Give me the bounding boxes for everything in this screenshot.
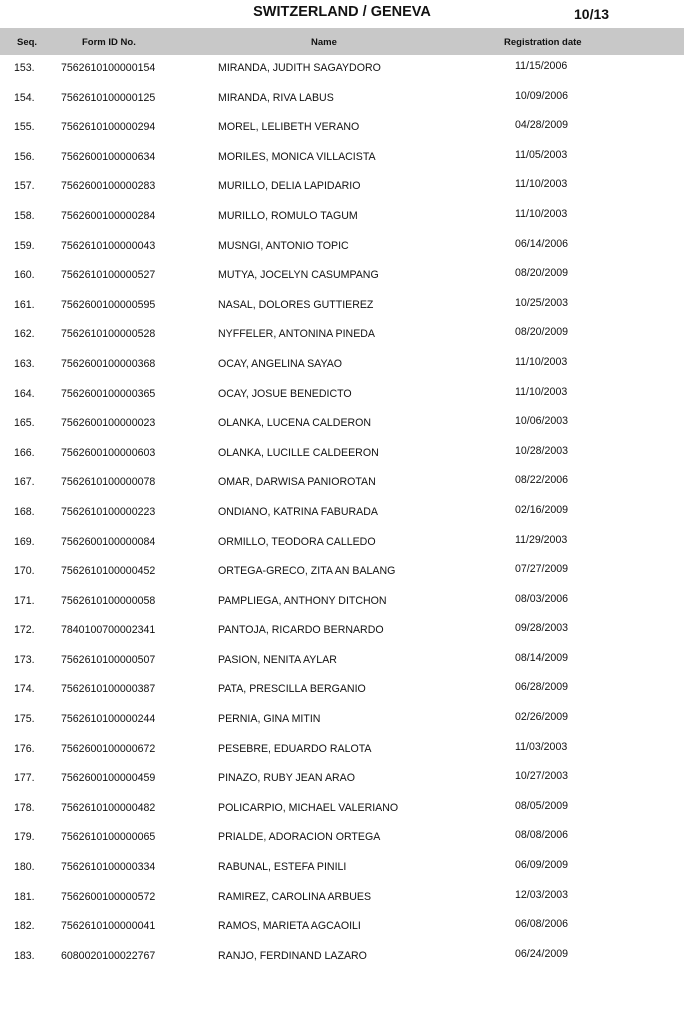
name-cell: PASION, NENITA AYLAR <box>218 653 337 666</box>
seq-cell: 174. <box>14 683 35 696</box>
name-cell: OLANKA, LUCILLE CALDEERON <box>218 446 379 459</box>
name-cell: MORILES, MONICA VILLACISTA <box>218 150 376 163</box>
registration-date-cell: 08/20/2009 <box>515 326 569 339</box>
name-cell: RANJO, FERDINAND LAZARO <box>218 949 367 962</box>
registration-date-cell: 11/15/2006 <box>515 60 568 72</box>
name-cell: MURILLO, DELIA LAPIDARIO <box>218 180 361 193</box>
seq-cell: 166. <box>14 446 35 459</box>
registration-date-cell: 08/22/2006 <box>515 474 569 487</box>
registration-date-cell: 06/28/2009 <box>515 681 569 694</box>
form-id-cell: 7562610100000154 <box>61 62 156 74</box>
registration-date-cell: 11/29/2003 <box>515 533 568 546</box>
seq-cell: 156. <box>14 150 35 163</box>
form-id-cell: 7562600100000368 <box>61 357 156 370</box>
column-header-form-id: Form ID No. <box>82 37 136 48</box>
registration-date-cell: 06/09/2009 <box>515 859 569 872</box>
seq-cell: 155. <box>14 121 35 134</box>
table-header <box>0 28 684 55</box>
table-row <box>0 852 684 882</box>
registration-date-cell: 11/10/2003 <box>515 355 568 368</box>
name-cell: PRIALDE, ADORACION ORTEGA <box>218 831 381 844</box>
name-cell: MURILLO, ROMULO TAGUM <box>218 209 358 222</box>
table-row <box>0 822 684 852</box>
form-id-cell: 7562610100000041 <box>61 920 156 933</box>
registration-date-cell: 12/03/2003 <box>515 888 569 901</box>
seq-cell: 164. <box>14 387 35 400</box>
table-row <box>0 704 684 734</box>
column-header-name: Name <box>311 37 337 48</box>
table-row <box>0 349 684 379</box>
form-id-cell: 7562610100000244 <box>61 713 156 726</box>
name-cell: ONDIANO, KATRINA FABURADA <box>218 505 378 518</box>
page-number: 10/13 <box>574 6 610 22</box>
seq-cell: 180. <box>14 861 35 874</box>
seq-cell: 169. <box>14 535 35 548</box>
name-cell: RABUNAL, ESTEFA PINILI <box>218 861 347 874</box>
seq-cell: 159. <box>14 239 35 252</box>
table-row <box>0 941 684 971</box>
form-id-cell: 7562610100000507 <box>61 653 156 666</box>
form-id-cell: 7562600100000283 <box>61 180 156 193</box>
seq-cell: 167. <box>14 476 35 489</box>
form-id-cell: 7562610100000482 <box>61 801 156 814</box>
form-id-cell: 7562610100000058 <box>61 594 156 607</box>
table-row <box>0 260 684 290</box>
table-row <box>0 290 684 320</box>
table-row <box>0 911 684 941</box>
name-cell: RAMOS, MARIETA AGCAOILI <box>218 920 361 933</box>
table-row <box>0 142 684 172</box>
form-id-cell: 7562600100000672 <box>61 742 156 755</box>
form-id-cell: 7562600100000023 <box>61 417 156 430</box>
seq-cell: 177. <box>14 772 35 785</box>
seq-cell: 179. <box>14 831 35 844</box>
registration-date-cell: 11/10/2003 <box>515 385 568 398</box>
table-row <box>0 882 684 912</box>
name-cell: PINAZO, RUBY JEAN ARAO <box>218 772 355 785</box>
seq-cell: 175. <box>14 713 35 726</box>
seq-cell: 171. <box>14 594 35 607</box>
form-id-cell: 7562600100000459 <box>61 772 156 785</box>
registration-date-cell: 02/16/2009 <box>515 503 569 516</box>
table-row <box>0 586 684 616</box>
name-cell: MIRANDA, RIVA LABUS <box>218 91 334 104</box>
form-id-cell: 7562600100000572 <box>61 890 156 903</box>
table-row <box>0 467 684 497</box>
column-header-seq: Seq. <box>17 37 38 48</box>
registration-date-cell: 11/10/2003 <box>515 178 568 191</box>
seq-cell: 168. <box>14 505 35 518</box>
table-row <box>0 556 684 586</box>
form-id-cell: 6080020100022767 <box>61 949 156 962</box>
table-row <box>0 763 684 793</box>
table-row <box>0 438 684 468</box>
form-id-cell: 7562610100000078 <box>61 476 156 489</box>
seq-cell: 176. <box>14 742 35 755</box>
name-cell: MOREL, LELIBETH VERANO <box>218 121 360 134</box>
form-id-cell: 7562610100000223 <box>61 505 156 518</box>
registration-date-cell: 08/05/2009 <box>515 799 569 812</box>
registration-date-cell: 02/26/2009 <box>515 711 569 724</box>
form-id-cell: 7562610100000065 <box>61 831 156 844</box>
seq-cell: 182. <box>14 920 35 933</box>
page-title: SWITZERLAND / GENEVA <box>253 4 431 20</box>
table-row <box>0 615 684 645</box>
name-cell: NYFFELER, ANTONINA PINEDA <box>218 328 375 341</box>
table-row <box>0 734 684 764</box>
form-id-cell: 7562610100000387 <box>61 683 156 696</box>
name-cell: OCAY, JOSUE BENEDICTO <box>218 387 352 400</box>
seq-cell: 178. <box>14 801 35 814</box>
form-id-cell: 7562600100000634 <box>61 150 156 163</box>
name-cell: POLICARPIO, MICHAEL VALERIANO <box>218 801 399 814</box>
seq-cell: 173. <box>14 653 35 666</box>
registration-date-cell: 08/14/2009 <box>515 651 569 664</box>
table-row <box>0 171 684 201</box>
table-row <box>0 408 684 438</box>
table-row <box>0 83 684 113</box>
form-id-cell: 7840100700002341 <box>61 624 156 637</box>
registration-date-cell: 10/25/2003 <box>515 296 569 309</box>
name-cell: NASAL, DOLORES GUTTIEREZ <box>218 298 374 311</box>
seq-cell: 172. <box>14 624 35 637</box>
form-id-cell: 7562600100000365 <box>61 387 156 400</box>
form-id-cell: 7562610100000527 <box>61 269 156 282</box>
registration-date-cell: 06/08/2006 <box>515 918 569 931</box>
column-header-registration-date: Registration date <box>504 37 582 48</box>
registration-date-cell: 08/20/2009 <box>515 267 569 280</box>
table-row <box>0 793 684 823</box>
name-cell: MUSNGI, ANTONIO TOPIC <box>218 239 349 252</box>
table-row <box>0 231 684 261</box>
form-id-cell: 7562610100000334 <box>61 861 156 874</box>
form-id-cell: 7562610100000528 <box>61 328 156 341</box>
form-id-cell: 7562600100000084 <box>61 535 156 548</box>
name-cell: OMAR, DARWISA PANIOROTAN <box>218 476 376 489</box>
seq-cell: 163. <box>14 357 35 370</box>
table-body <box>0 53 684 970</box>
table-row <box>0 319 684 349</box>
seq-cell: 162. <box>14 328 35 341</box>
table-row <box>0 53 684 83</box>
registration-date-cell: 10/09/2006 <box>515 89 569 102</box>
seq-cell: 165. <box>14 417 35 430</box>
name-cell: ORMILLO, TEODORA CALLEDO <box>218 535 376 548</box>
seq-cell: 160. <box>14 269 35 282</box>
seq-cell: 170. <box>14 565 35 578</box>
form-id-cell: 7562610100000043 <box>61 239 156 252</box>
name-cell: MUTYA, JOCELYN CASUMPANG <box>218 269 379 282</box>
registration-date-cell: 06/14/2006 <box>515 237 569 250</box>
table-row <box>0 112 684 142</box>
registration-date-cell: 08/03/2006 <box>515 592 569 605</box>
seq-cell: 183. <box>14 949 35 962</box>
registration-date-cell: 10/28/2003 <box>515 444 569 457</box>
table-row <box>0 645 684 675</box>
seq-cell: 157. <box>14 180 35 193</box>
name-cell: PESEBRE, EDUARDO RALOTA <box>218 742 372 755</box>
registration-date-cell: 10/06/2003 <box>515 415 569 428</box>
registration-date-cell: 07/27/2009 <box>515 563 569 576</box>
name-cell: PATA, PRESCILLA BERGANIO <box>218 683 366 696</box>
form-id-cell: 7562600100000603 <box>61 446 156 459</box>
name-cell: PANTOJA, RICARDO BERNARDO <box>218 624 384 637</box>
name-cell: RAMIREZ, CAROLINA ARBUES <box>218 890 372 903</box>
name-cell: PERNIA, GINA MITIN <box>218 713 321 726</box>
name-cell: MIRANDA, JUDITH SAGAYDORO <box>218 62 381 74</box>
seq-cell: 153. <box>14 62 35 74</box>
table-row <box>0 674 684 704</box>
form-id-cell: 7562610100000125 <box>61 91 156 104</box>
table-row <box>0 379 684 409</box>
registration-date-cell: 11/05/2003 <box>515 148 568 161</box>
name-cell: OCAY, ANGELINA SAYAO <box>218 357 343 370</box>
table-row <box>0 497 684 527</box>
registration-date-cell: 08/08/2006 <box>515 829 569 842</box>
registration-date-cell: 10/27/2003 <box>515 770 569 783</box>
form-id-cell: 7562600100000284 <box>61 209 156 222</box>
registration-date-cell: 11/03/2003 <box>515 740 568 753</box>
seq-cell: 158. <box>14 209 35 222</box>
registration-date-cell: 04/28/2009 <box>515 119 569 132</box>
registration-date-cell: 11/10/2003 <box>515 207 568 220</box>
seq-cell: 161. <box>14 298 35 311</box>
name-cell: ORTEGA-GRECO, ZITA AN BALANG <box>218 565 396 578</box>
name-cell: OLANKA, LUCENA CALDERON <box>218 417 372 430</box>
registration-date-cell: 06/24/2009 <box>515 947 569 960</box>
registration-date-cell: 09/28/2003 <box>515 622 569 635</box>
form-id-cell: 7562610100000294 <box>61 121 156 134</box>
form-id-cell: 7562600100000595 <box>61 298 156 311</box>
name-cell: PAMPLIEGA, ANTHONY DITCHON <box>218 594 387 607</box>
table-row <box>0 527 684 557</box>
seq-cell: 181. <box>14 890 35 903</box>
form-id-cell: 7562610100000452 <box>61 565 156 578</box>
table-row <box>0 201 684 231</box>
seq-cell: 154. <box>14 91 35 104</box>
